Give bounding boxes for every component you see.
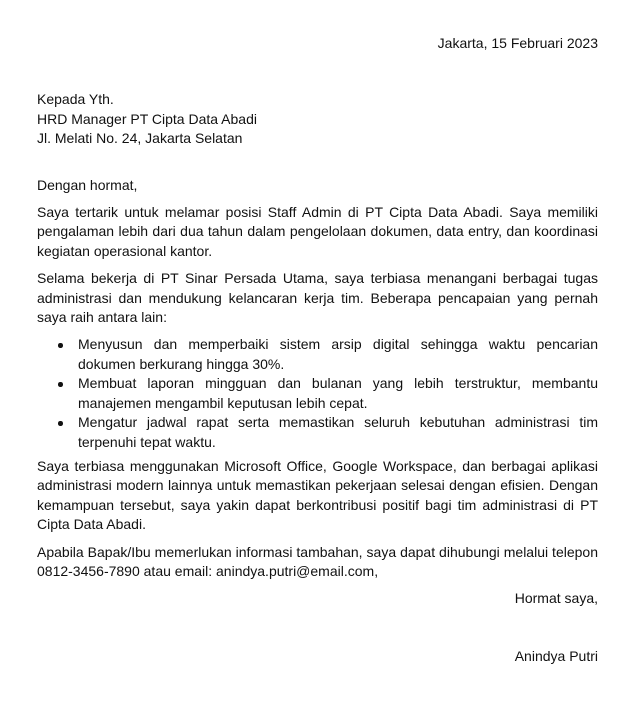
- recipient-address-line: Jl. Melati No. 24, Jakarta Selatan: [37, 130, 243, 147]
- bullet-icon: [58, 343, 63, 348]
- bullet-icon: [58, 382, 63, 387]
- list-item: [78, 335, 598, 374]
- salutation: Dengan hormat,: [37, 176, 138, 193]
- recipient-block: [37, 90, 598, 148]
- list-item: [78, 374, 598, 413]
- paragraph-intro: Saya tertarik untuk melamar posisi Staff Admin di PT Cipta Data Abadi. Saya memiliki pengalaman lebih dari dua tahun dalam pengelolaan dokumen, data entry, dan koordinasi kegiatan operasional kantor.: [37, 204, 598, 259]
- bullet-icon: [58, 421, 63, 426]
- paragraph-skills: Saya terbiasa menggunakan Microsoft Office, Google Workspace, dan berbagai aplikasi administrasi modern lainnya untuk memastikan pekerjaan selesai dengan efisien. Dengan kemampuan tersebut, saya yakin dapat berkontribusi positif bagi tim administrasi di PT Cipta Data Abadi.: [37, 457, 598, 533]
- paragraph-experience: Selama bekerja di PT Sinar Persada Utama, saya terbiasa menangani berbagai tugas administrasi dan mendukung kelancaran kerja tim. Beberapa pencapaian yang pernah saya raih antara lain:: [37, 270, 598, 326]
- achievements-list: [37, 335, 598, 451]
- recipient-name-line: HRD Manager PT Cipta Data Abadi: [37, 110, 257, 127]
- recipient-salutation-line: Kepada Yth.: [37, 91, 114, 108]
- closing-line: Hormat saya,: [514, 590, 598, 607]
- date-line: Jakarta, 15 Februari 2023: [437, 35, 598, 51]
- list-item-text: Membuat laporan mingguan dan bulanan yang lebih terstruktur, membantu manajemen mengambil keputusan lebih cepat.: [78, 375, 598, 411]
- paragraph-contact: Apabila Bapak/Ibu memerlukan informasi tambahan, saya dapat dihubungi melalui telepon 0812-3456-7890 atau email: anindya.putri@email.com,: [37, 543, 598, 579]
- list-item-text: Mengatur jadwal rapat serta memastikan seluruh kebutuhan administrasi tim terpenuhi tepat waktu.: [78, 414, 598, 450]
- list-item-text: Menyusun dan memperbaiki sistem arsip digital sehingga waktu pencarian dokumen berkurang hingga 30%.: [78, 336, 598, 372]
- signature-name: Anindya Putri: [514, 647, 598, 664]
- list-item: [78, 413, 598, 452]
